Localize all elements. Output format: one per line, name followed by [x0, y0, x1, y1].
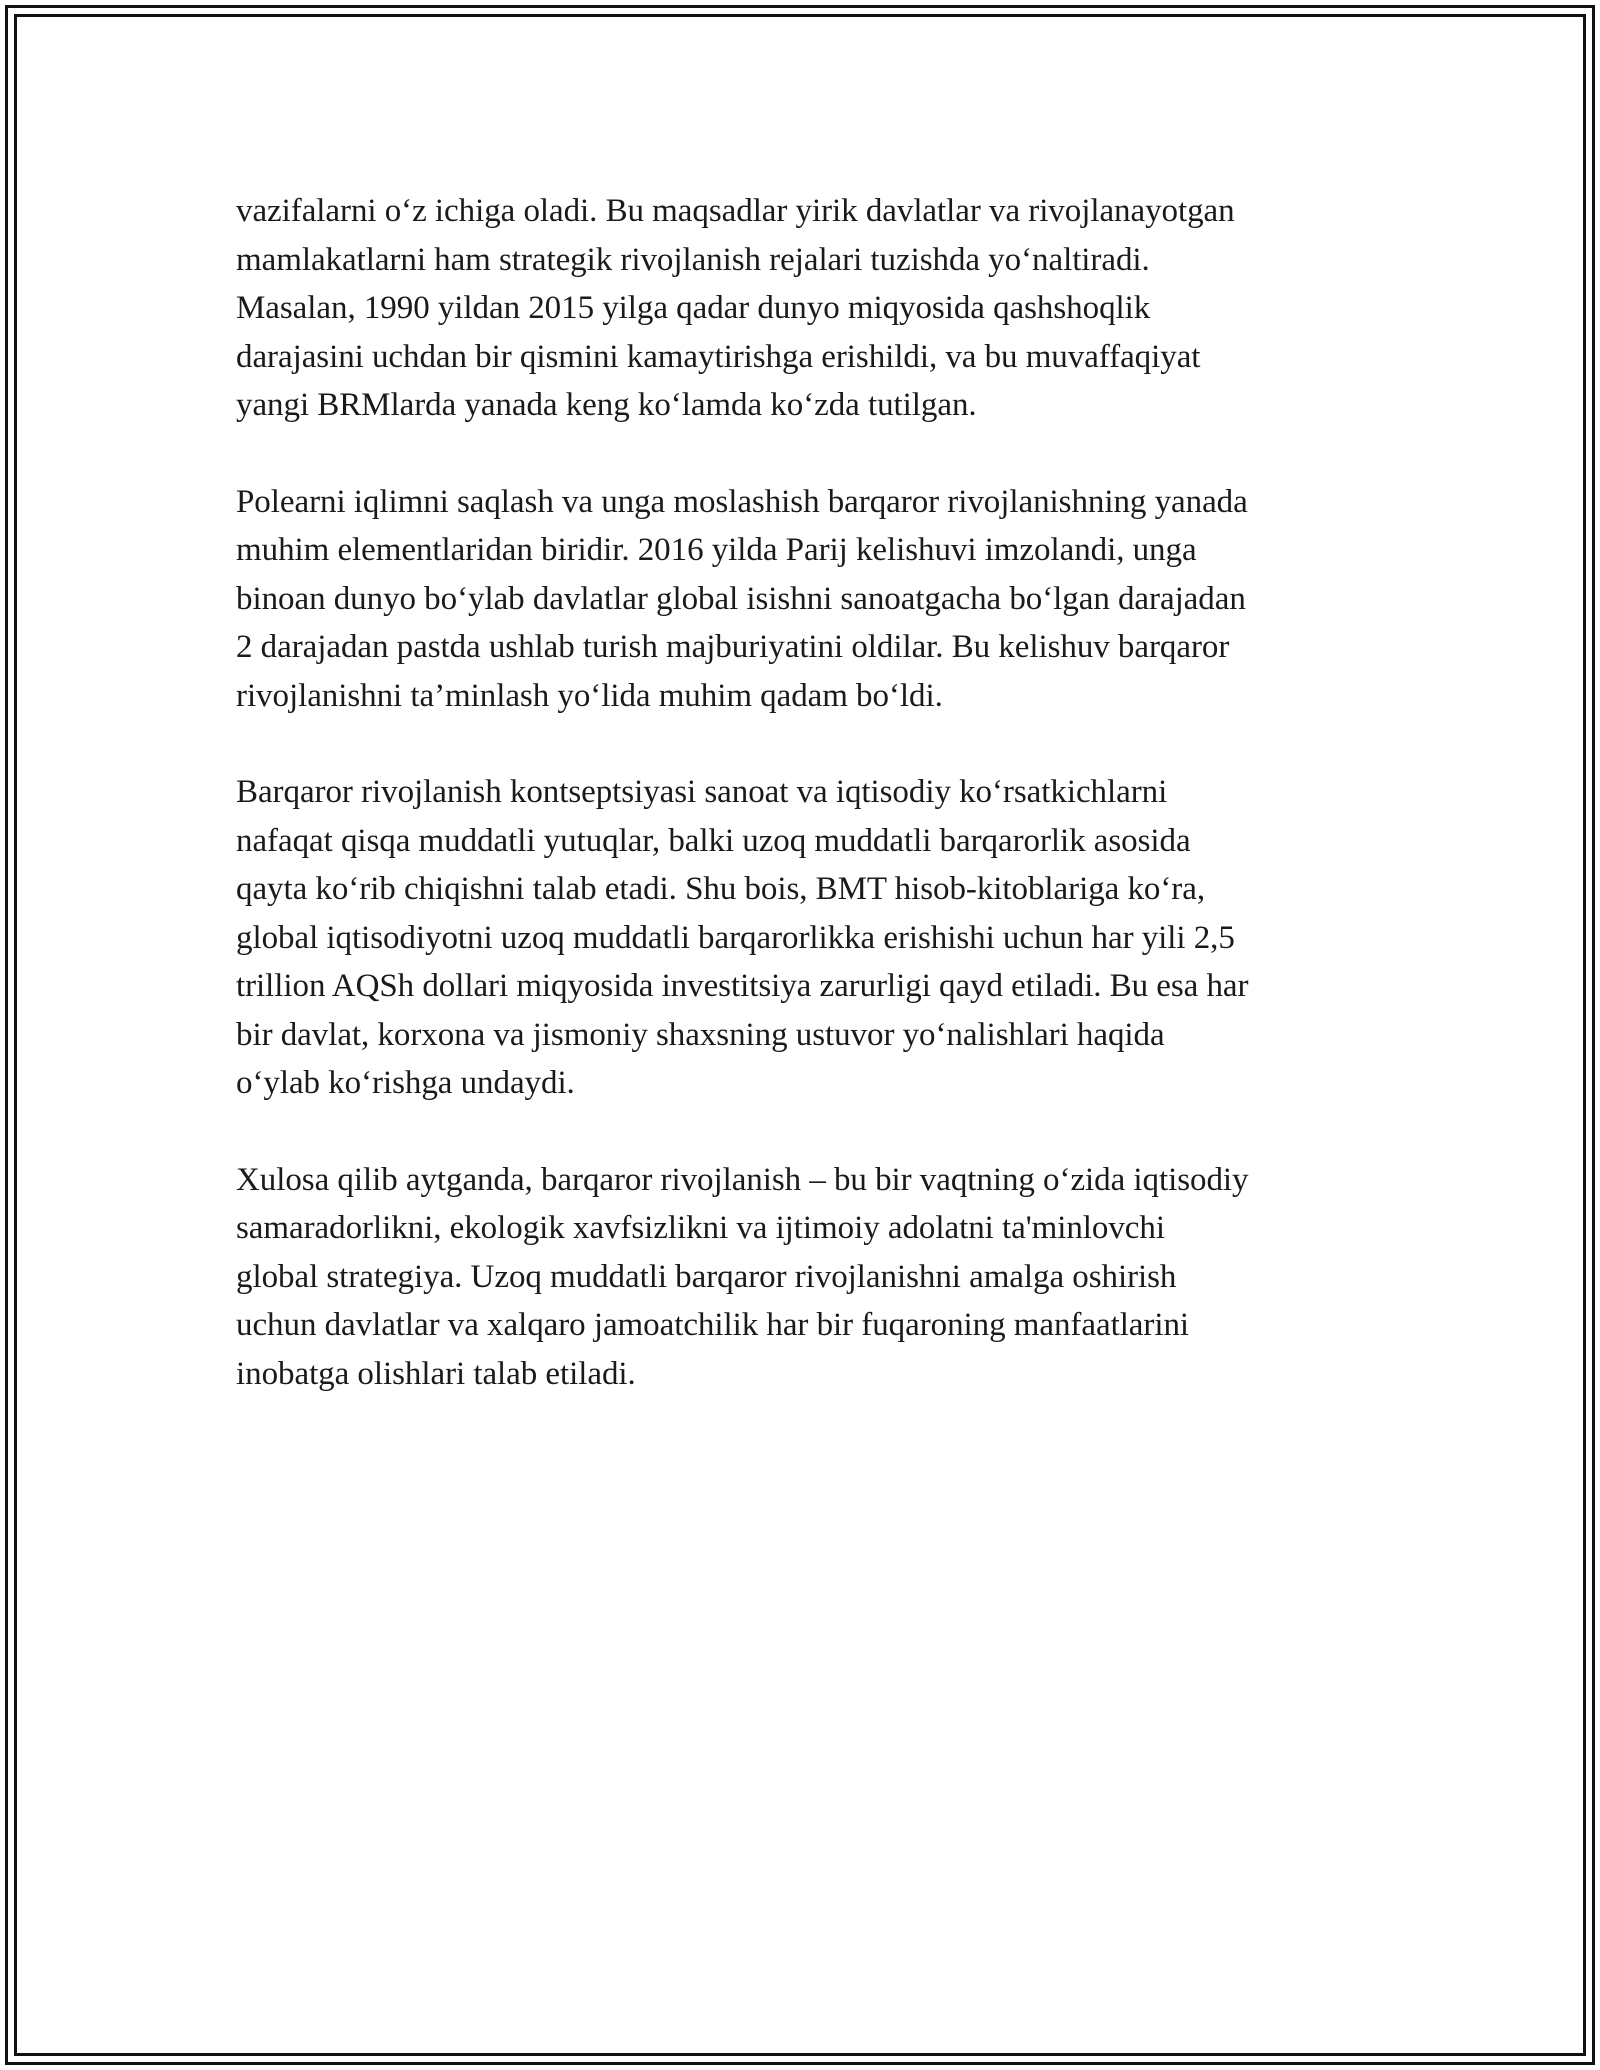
text-line: inobatga olishlari talab etiladi.	[236, 1355, 636, 1392]
text-line: 2 darajadan pastda ushlab turish majburiyatini oldilar. Bu kelishuv barqaror	[236, 629, 1230, 665]
text-line: uchun davlatlar va xalqaro jamoatchilik har bir fuqaroning manfaatlarini	[236, 1307, 1190, 1343]
text-line: bir davlat, korxona va jismoniy shaxsning ustuvor yo‘nalishlari haqida	[236, 1016, 1165, 1053]
text-line: Barqaror rivojlanish kontseptsiyasi sanoat va iqtisodiy ko‘rsatkichlarni	[236, 774, 1168, 810]
text-line: mamlakatlarni ham strategik rivojlanish rejalari tuzishda yo‘naltiradi.	[236, 241, 1150, 278]
text-line: rivojlanishni ta’minlash yo‘lida muhim qadam bo‘ldi.	[236, 677, 943, 714]
text-line: global strategiya. Uzoq muddatli barqaror rivojlanishni amalga oshirish	[236, 1258, 1177, 1295]
text-line: samaradorlikni, ekologik xavfsizlikni va ijtimoiy adolatni ta'minlovchi	[236, 1210, 1165, 1246]
paragraph-conclusion	[236, 1156, 1376, 1399]
text-line: nafaqat qisqa muddatli yutuqlar, balki uzoq muddatli barqarorlik asosida	[236, 822, 1191, 859]
text-line: qayta ko‘rib chiqishni talab etadi. Shu bois, BMT hisob-kitoblariga ko‘ra,	[236, 871, 1206, 907]
paragraph-sdg-goals	[236, 187, 1376, 430]
text-line: darajasini uchdan bir qismini kamaytirishga erishildi, va bu muvaffaqiyat	[236, 338, 1201, 375]
text-line: Xulosa qilib aytganda, barqaror rivojlanish – bu bir vaqtning o‘zida iqtisodiy	[236, 1161, 1249, 1198]
paragraph-investment-needs	[236, 768, 1376, 1108]
text-line: Masalan, 1990 yildan 2015 yilga qadar dunyo miqyosida qashshoqlik	[236, 290, 1151, 326]
text-line: yangi BRMlarda yanada keng ko‘lamda ko‘zda tutilgan.	[236, 387, 977, 423]
text-line: o‘ylab ko‘rishga undaydi.	[236, 1065, 575, 1101]
document-body	[236, 187, 1376, 1446]
text-line: Polearni iqlimni saqlash va unga moslashish barqaror rivojlanishning yanada	[236, 483, 1248, 520]
text-line: global iqtisodiyotni uzoq muddatli barqarorlikka erishishi uchun har yili 2,5	[236, 919, 1235, 956]
paragraph-paris-agreement	[236, 478, 1376, 721]
text-line: trillion AQSh dollari miqyosida investitsiya zarurligi qayd etiladi. Bu esa har	[236, 968, 1249, 1004]
text-line: vazifalarni o‘z ichiga oladi. Bu maqsadlar yirik davlatlar va rivojlanayotgan	[236, 193, 1235, 229]
text-line: binoan dunyo bo‘ylab davlatlar global isishni sanoatgacha bo‘lgan darajadan	[236, 580, 1246, 617]
text-line: muhim elementlaridan biridir. 2016 yilda Parij kelishuvi imzolandi, unga	[236, 532, 1197, 568]
